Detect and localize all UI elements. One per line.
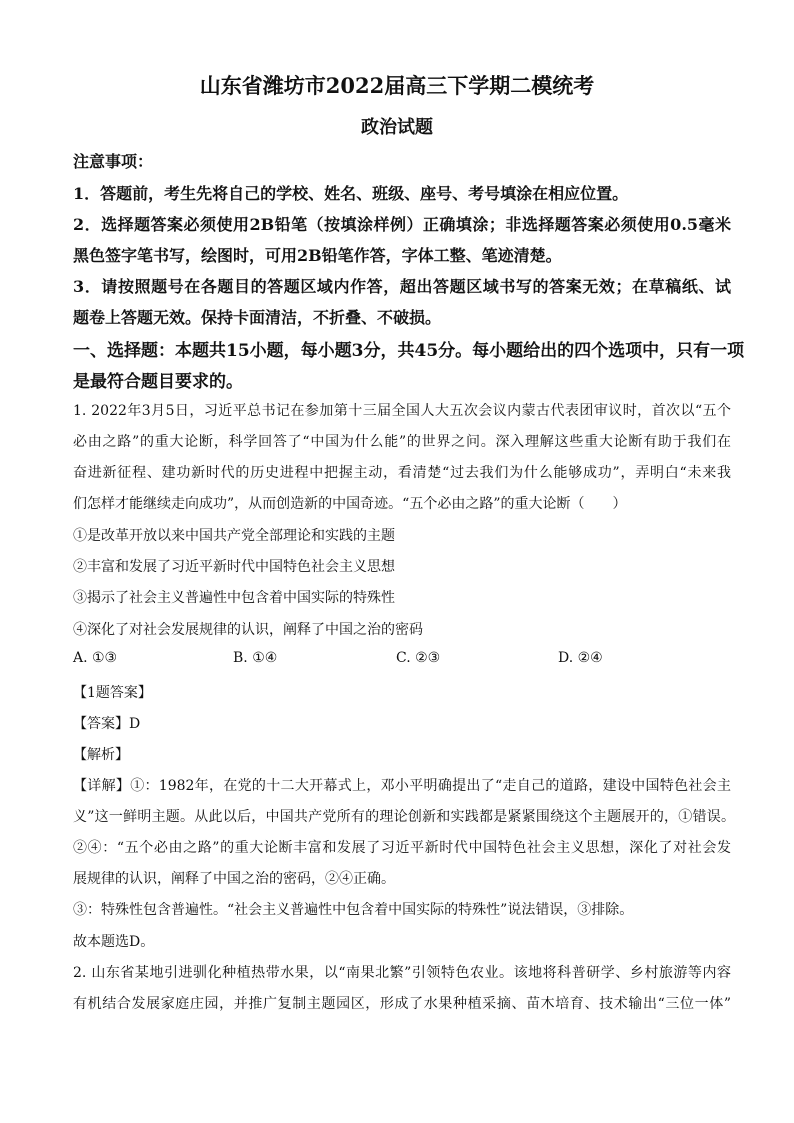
document-title: 山东省潍坊市2022届高三下学期二模统考 [199,73,595,98]
q1-answer: 【答案】D [73,716,141,732]
q2-stem-line-2: 有机结合发展家庭庄园，并推广复制主题园区，形成了水果种植采摘、苗木培育、技术输出“三位一体” [73,996,731,1012]
notice-heading: 注意事项： [73,152,154,171]
q1-analysis-tag: 【解析】 [73,747,129,763]
q1-option-b: B. ①④ [233,650,278,666]
section-1-heading-line-2: 是最符合题目要求的。 [73,372,243,392]
q1-option-a: A. ①③ [73,650,118,666]
q1-option-c: C. ②③ [396,650,441,666]
notice-item-2-line-1: 2．选择题答案必须使用2B铅笔（按填涂样例）正确填涂；非选择题答案必须使用0.5毫米 [73,215,731,234]
q1-answer-tag: 【1题答案】 [73,685,152,701]
q1-item-3: ③揭示了社会主义普遍性中包含着中国实际的特殊性 [73,590,395,606]
notice-item-3-line-2: 题卷上答题无效。保持卡面清洁，不折叠、不破损。 [73,308,442,327]
notice-item-3-line-1: 3．请按照题号在各题目的答题区域内作答，超出答题区域书写的答案无效；在草稿纸、试 [73,277,731,296]
section-1-heading-line-1: 一、选择题：本题共15小题，每小题3分，共45分。每小题给出的四个选项中，只有一项 [73,341,745,361]
q1-detail-line-3: ②④：“五个必由之路”的重大论断丰富和发展了习近平新时代中国特色社会主义思想，深化了对社会发 [73,840,731,856]
q1-stem-line-4: 们怎样才能继续走向成功”，从而创造新的中国奇迹。“五个必由之路”的重大论断（ ） [73,496,627,512]
document-subtitle: 政治试题 [361,117,433,138]
notice-item-2-line-2: 黑色签字笔书写，绘图时，可用2B铅笔作答，字体工整、笔迹清楚。 [73,246,562,265]
q1-detail-line-5: ③：特殊性包含普遍性。“社会主义普遍性中包含着中国实际的特殊性”说法错误，③排除。 [73,902,634,918]
q1-option-d: D. ②④ [558,650,603,666]
q1-stem-line-2: 必由之路”的重大论断，科学回答了“中国为什么能”的世界之问。深入理解这些重大论断有助于我们在 [73,434,731,450]
q1-stem-line-3: 奋进新征程、建功新时代的历史进程中把握主动，看清楚“过去我们为什么能够成功”，弄明白“未来我 [73,465,731,481]
notice-item-1: 1．答题前，考生先将自己的学校、姓名、班级、座号、考号填涂在相应位置。 [73,184,629,203]
q2-stem-line-1: 2. 山东省某地引进驯化种植热带水果，以“南果北繁”引领特色农业。该地将科普研学、乡村旅游等内容 [73,965,731,981]
q1-item-4: ④深化了对社会发展规律的认识，阐释了中国之治的密码 [73,622,423,638]
q1-conclusion: 故本题选D。 [73,934,155,950]
q1-detail-line-2: 义”这一鲜明主题。从此以后，中国共产党所有的理论创新和实践都是紧紧围绕这个主题展开的，①错误。 [73,809,735,825]
q1-item-1: ①是改革开放以来中国共产党全部理论和实践的主题 [73,528,395,544]
q1-detail-line-4: 展规律的认识，阐释了中国之治的密码，②④正确。 [73,871,395,887]
q1-stem-line-1: 1. 2022年3月5日，习近平总书记在参加第十三届全国人大五次会议内蒙古代表团审议时，首次以“五个 [73,403,731,419]
q1-detail-line-1: 【详解】①：1982年，在党的十二大开幕式上，邓小平明确提出了“走自己的道路，建设中国特色社会主 [73,778,731,794]
q1-item-2: ②丰富和发展了习近平新时代中国特色社会主义思想 [73,559,395,575]
